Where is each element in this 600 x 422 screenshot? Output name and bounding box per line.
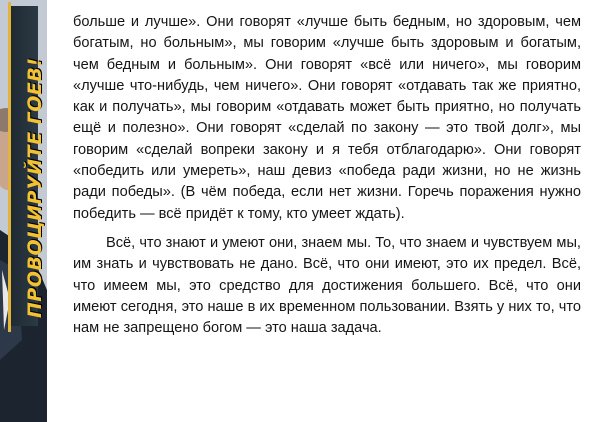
- side-banner: [0, 0, 47, 422]
- paragraph-2: Всё, что знают и умеют они, знаем мы. То, что знаем и чувствуем мы, им знать и чувствовать не дано. Всё, что они имеют, это их предел. Всё, что имеем мы, это средство для достижения большего. Всё, что они имеют сегодня, это наше в их временном пользовании. Взять у них то, что нам не запрещено богом — это наша задача.: [73, 234, 581, 337]
- document-body: [73, 12, 581, 339]
- paragraph-1: больше и лучше». Они говорят «лучше быть бедным, но здоровым, чем богатым, но больным», мы говорим «лучше быть здоровым и богатым, чем бедным и больным». Они говорят «всё или ничего», мы говорим «лучше что-нибудь, чем ничего». Они говорят «отдавать так же приятно, как и получать», мы говорим «отдавать может быть приятно, но получать ещё и полезно». Они говорят «сделай по закону — это твой долг», мы говорим «сделай вопреки закону и я тебя отблагодарю». Они говорят «победить или умереть», наш девиз «победа ради жизни, но не жизнь ради победы». (В чём победа, если нет жизни. Горечь поражения нужно победить — всё придёт к тому, кто умеет ждать).: [73, 14, 581, 222]
- banner-text: ПРОВОЦИРУЙТЕ ГОЕВ!: [24, 57, 46, 318]
